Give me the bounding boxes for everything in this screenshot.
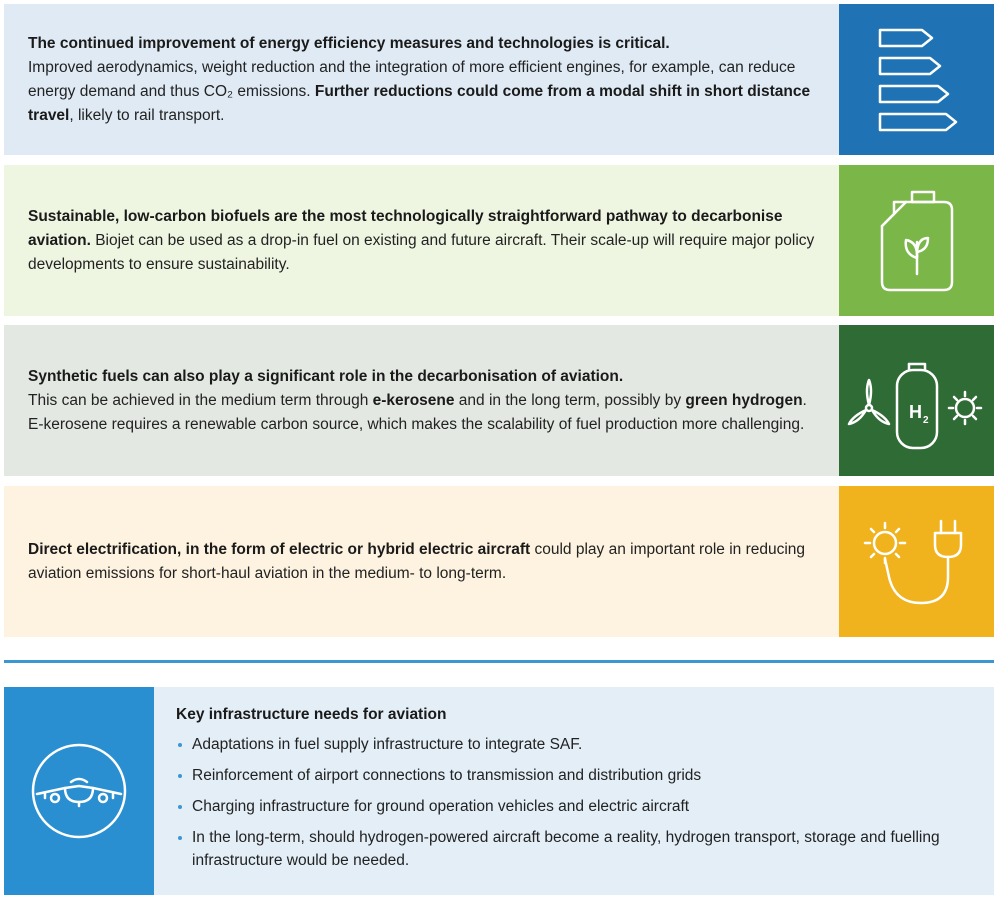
efficiency-body-3: , likely to rail transport. <box>69 106 225 124</box>
bullet-dot <box>178 743 182 747</box>
biofuels-card <box>4 165 994 316</box>
list-item-text: In the long-term, should hydrogen-powered aircraft become a reality, hydrogen transport, storage and fuelling infrastructure would be needed. <box>192 829 940 869</box>
sun-icon <box>865 523 905 563</box>
h2-subscript: 2 <box>922 414 929 426</box>
efficiency-body-1: Improved aerodynamics, weight reduction and the integration of more efficient engines, for example, can reduce energy demand and thus CO₂ emissions. <box>28 58 796 100</box>
synthetic-body-1: This can be achieved in the medium term through <box>28 391 373 409</box>
section-divider <box>4 660 994 663</box>
synthetic-fuels-icon-box <box>839 325 994 476</box>
synthetic-body-3: and in the long term, possibly by <box>454 391 686 409</box>
efficiency-text <box>4 4 839 155</box>
biofuel-canister-icon <box>872 186 962 296</box>
efficiency-body-2: Further reductions could come from a modal shift in short distance travel <box>28 82 811 124</box>
synthetic-fuels-text <box>4 325 839 476</box>
electrification-body: could play an important role in reducing aviation emissions for short-haul aviation in the medium- to long-term. <box>28 540 806 582</box>
electric-plug-icon <box>885 521 961 603</box>
electrification-heading: Direct electrification, in the form of electric or hybrid electric aircraft <box>28 540 531 558</box>
list-item <box>176 826 974 872</box>
biofuels-heading: Sustainable, low-carbon biofuels are the most technologically straightforward pathway to decarbonise aviation. <box>28 207 783 249</box>
sun-icon <box>949 392 981 424</box>
bullet-dot <box>178 836 182 840</box>
sun-electric-plug-icon <box>857 507 977 617</box>
airplane-icon <box>19 736 139 846</box>
biofuels-text <box>4 165 839 316</box>
infrastructure-panel <box>4 687 994 895</box>
h2-label: H <box>908 401 922 422</box>
infrastructure-list <box>176 733 974 872</box>
list-item-text: Reinforcement of airport connections to transmission and distribution grids <box>192 767 702 784</box>
synthetic-fuels-body <box>28 389 819 437</box>
efficiency-body <box>28 56 819 128</box>
synthetic-body-2: e-kerosene <box>372 391 455 409</box>
hydrogen-synthetic-fuel-icon <box>847 346 987 456</box>
biofuels-body: Biojet can be used as a drop-in fuel on existing and future aircraft. Their scale-up will require major policy developments to ensure sustainability. <box>28 231 815 273</box>
list-item <box>176 764 974 787</box>
list-item <box>176 795 974 818</box>
list-item <box>176 733 974 756</box>
efficiency-card <box>4 4 994 155</box>
bullet-dot <box>178 805 182 809</box>
efficiency-heading: The continued improvement of energy efficiency measures and technologies is critical. <box>28 34 670 52</box>
electrification-text <box>4 486 839 637</box>
infrastructure-content <box>154 687 994 895</box>
wind-turbine-icon <box>849 380 889 424</box>
efficiency-arrows-icon <box>872 25 962 135</box>
list-item-text: Adaptations in fuel supply infrastructure to integrate SAF. <box>192 736 583 753</box>
synthetic-body-5: . E-kerosene requires a renewable carbon source, which makes the scalability of fuel production more challenging. <box>28 391 807 433</box>
synthetic-fuels-card <box>4 325 994 476</box>
electrification-card <box>4 486 994 637</box>
infrastructure-heading: Key infrastructure needs for aviation <box>176 706 447 723</box>
synthetic-fuels-heading: Synthetic fuels can also play a significant role in the decarbonisation of aviation. <box>28 367 624 385</box>
bullet-dot <box>178 774 182 778</box>
infrastructure-icon-box <box>4 687 154 895</box>
list-item-text: Charging infrastructure for ground operation vehicles and electric aircraft <box>192 798 690 815</box>
electrification-icon-box <box>839 486 994 637</box>
biofuels-icon-box <box>839 165 994 316</box>
synthetic-body-4: green hydrogen <box>685 391 803 409</box>
efficiency-icon-box <box>839 4 994 155</box>
